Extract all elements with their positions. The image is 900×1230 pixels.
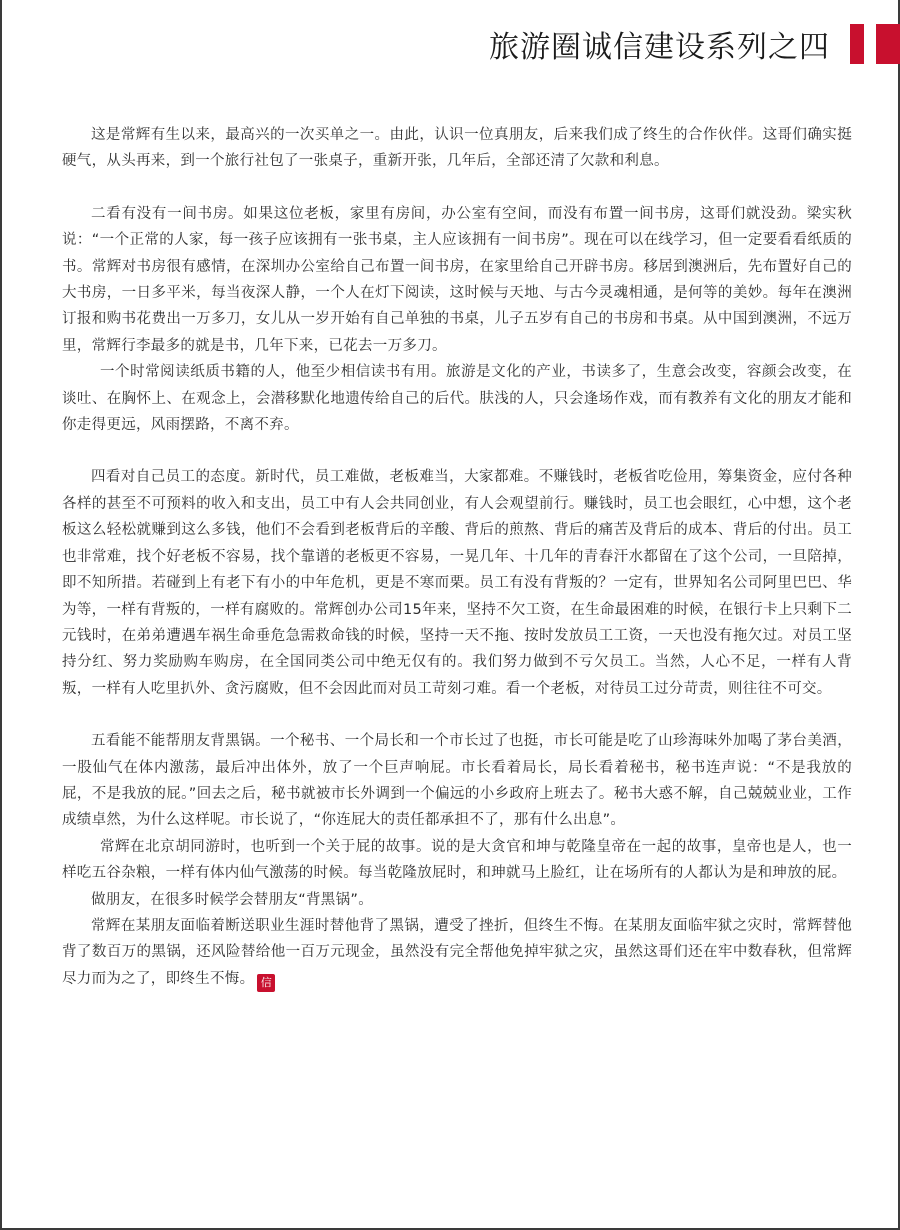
paragraph-text: 常辉在某朋友面临着断送职业生涯时替他背了黑锅，遭受了挫折，但终生不悔。在某朋友面临牢狱之灾时，常辉替他背了数百万的黑锅，还风险替给他一百万元现金，虽然没有完全帮他免掉牢狱之灾，虽然这哥们还在牢中数春秋，但常辉尽力而为之了，即终生不悔。 [62, 917, 852, 987]
credit-seal-icon: 信 [257, 974, 275, 992]
paragraph: 四看对自己员工的态度。新时代，员工难做，老板难当，大家都难。不赚钱时，老板省吃俭用，筹集资金，应付各种各样的甚至不可预料的收入和支出，员工中有人会共同创业，有人会观望前行。赚钱时，员工也会眼红，心中想，这个老板这么轻松就赚到这么多钱，他们不会看到老板背后的辛酸、背后的煎熬、背后的痛苦及背后的成本、背后的付出。员工也非常难，找个好老板不容易，找个靠谱的老板更不容易，一晃几年、十几年的青春汗水都留在了这个公司，一旦陪掉，即不知所措。若碰到上有老下有小的中年危机，更是不寒而栗。员工有没有背叛的？一定有，世界知名公司阿里巴巴、华为等，一样有背叛的，一样有腐败的。常辉创办公司15年来，坚持不欠工资，在生命最困难的时候，在银行卡上只剩下二元钱时，在弟弟遭遇车祸生命垂危急需救命钱的时候，坚持一天不拖、按时发放员工工资，一天也没有拖欠过。对员工坚持分红、努力奖励购车购房，在全国同类公司中绝无仅有的。我们努力做到不亏欠员工。当然，人心不足，一样有人背叛，一样有人吃里扒外、贪污腐败，但不会因此而对员工苛刻刁难。看一个老板，对待员工过分苛责，则往往不可交。 [62, 469, 852, 697]
header-accent-block [876, 24, 900, 64]
paragraph: 这是常辉有生以来，最高兴的一次买单之一。由此，认识一位真朋友，后来我们成了终生的合作伙伴。这哥们确实挺硬气，从头再来，到一个旅行社包了一张桌子，重新开张，几年后，全部还清了欠款和利息。 [62, 127, 852, 170]
paragraph: 一个时常阅读纸质书籍的人，他至少相信读书有用。旅游是文化的产业，书读多了，生意会改变，容颜会改变，在谈吐、在胸怀上、在观念上，会潜移默化地遗传给自己的后代。肤浅的人，只会逢场作戏，而有教养有文化的朋友才能和你走得更远，风雨摆路，不离不弃。 [62, 364, 852, 434]
article-body [62, 122, 852, 992]
paragraph-last [62, 913, 852, 992]
paragraph: 做朋友，在很多时候学会替朋友“背黑锅”。 [91, 891, 374, 908]
header-accent-bar [850, 24, 864, 64]
page-border-left [0, 0, 2, 1230]
page-header [489, 22, 830, 66]
paragraph: 常辉在北京胡同游时，也听到一个关于屁的故事。说的是大贪官和坤与乾隆皇帝在一起的故事，皇帝也是人，也一样吃五谷杂粮，一样有体内仙气激荡的时候。每当乾隆放屁时，和珅就马上脸红，让在场所有的人都认为是和珅放的屁。 [62, 838, 852, 882]
paragraph: 五看能不能帮朋友背黑锅。一个秘书、一个局长和一个市长过了也挺，市长可能是吃了山珍海味外加喝了茅台美酒，一股仙气在体内激荡，最后冲出体外，放了一个巨声响屁。市长看着局长，局长看着秘书，秘书连声说：“不是我放的屁，不是我放的屁。”回去之后，秘书就被市长外调到一个偏远的小乡政府上班去了。秘书大惑不解，自己兢兢业业，工作成绩卓然，为什么这样呢。市长说了，“你连屁大的责任都承担不了，那有什么出息”。 [62, 733, 852, 829]
series-title: 旅游圈诚信建设系列之四 [489, 30, 830, 65]
paragraph: 二看有没有一间书房。如果这位老板，家里有房间，办公室有空间，而没有布置一间书房，这哥们就没劲。梁实秋说：“一个正常的人家，每一孩子应该拥有一张书桌，主人应该拥有一间书房”。现在可以在线学习，但一定要看看纸质的书。常辉对书房很有感情，在深圳办公室给自己布置一间书房，在家里给自己开辟书房。移居到澳洲后，先布置好自己的大书房，一日多平米，每当夜深人静，一个人在灯下阅读，这时候与天地、与古今灵魂相通，是何等的美妙。每年在澳洲订报和购书花费出一万多刀，女儿从一岁开始有自己单独的书桌，儿子五岁有自己的书房和书桌。从中国到澳洲，不远万里，常辉行李最多的就是书，几年下来，已花去一万多刀。 [62, 205, 852, 354]
